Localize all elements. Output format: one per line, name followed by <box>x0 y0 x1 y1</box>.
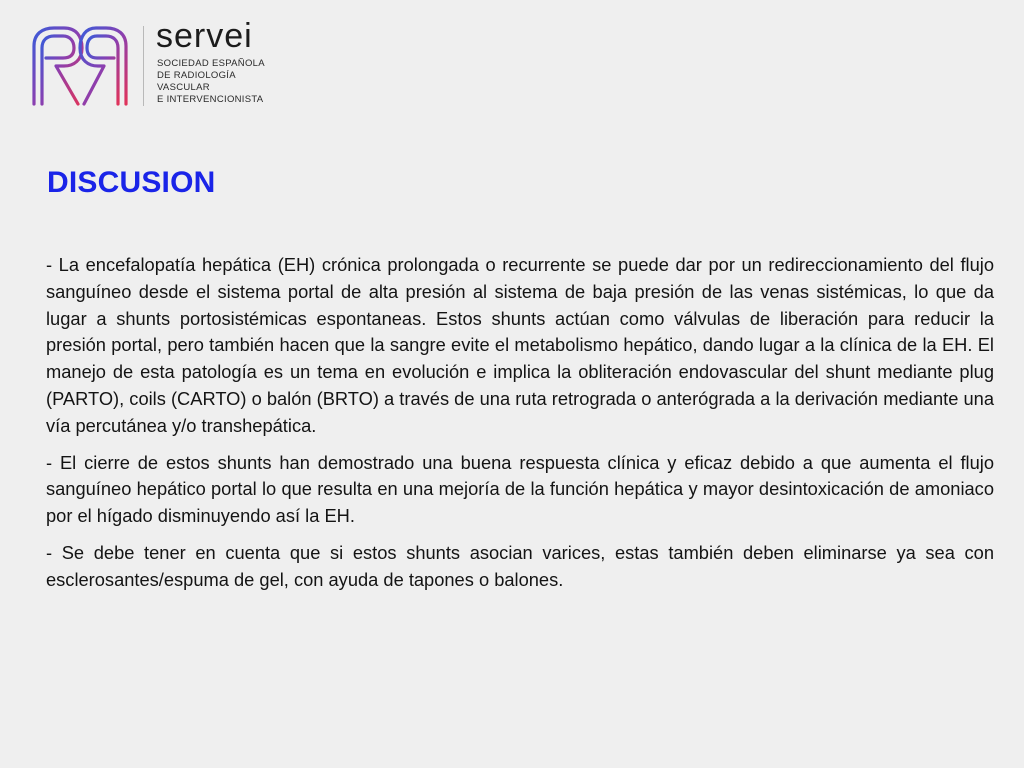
brand-subtitle-line: VASCULAR <box>157 82 210 93</box>
brand-subtitle-line: DE RADIOLOGÍA <box>157 70 236 81</box>
paragraph: - El cierre de estos shunts han demostrado una buena respuesta clínica y eficaz debido a que aumenta el flujo sanguíneo hepático portal lo que resulta en una mejoría de la función hepática y mayor desintoxicación de amoniaco por el hígado disminuyendo así la EH. <box>46 451 994 527</box>
brand-subtitle-line: SOCIEDAD ESPAÑOLA <box>157 58 265 69</box>
brand-name: servei <box>156 17 253 55</box>
servei-logo-mark-icon <box>30 24 130 108</box>
brand-subtitle <box>157 58 265 106</box>
slide-body <box>46 252 994 604</box>
brand-subtitle-line: E INTERVENCIONISTA <box>157 94 264 105</box>
servei-logo <box>30 17 290 112</box>
slide-title: DISCUSION <box>47 166 216 199</box>
logo-divider <box>143 26 144 106</box>
paragraph: - Se debe tener en cuenta que si estos shunts asocian varices, estas también deben eliminarse ya sea con esclerosantes/espuma de gel, con ayuda de tapones o balones. <box>46 541 994 590</box>
paragraph: - La encefalopatía hepática (EH) crónica prolongada o recurrente se puede dar por un redireccionamiento del flujo sanguíneo desde el sistema portal de alta presión al sistema de baja presión de las venas sistémicas, lo que da lugar a shunts portosistémicas espontaneas. Estos shunts actúan como válvulas de liberación para reducir la presión portal, pero también hacen que la sangre evite el metabolismo hepático, dando lugar a la clínica de la EH. El manejo de esta patología es un tema en evolución e implica la obliteración endovascular del shunt mediante plug (PARTO), coils (CARTO) o balón (BRTO) a través de una ruta retrograda o anterógrada a la derivación mediante una vía percutánea y/o transhepática. <box>46 254 994 436</box>
